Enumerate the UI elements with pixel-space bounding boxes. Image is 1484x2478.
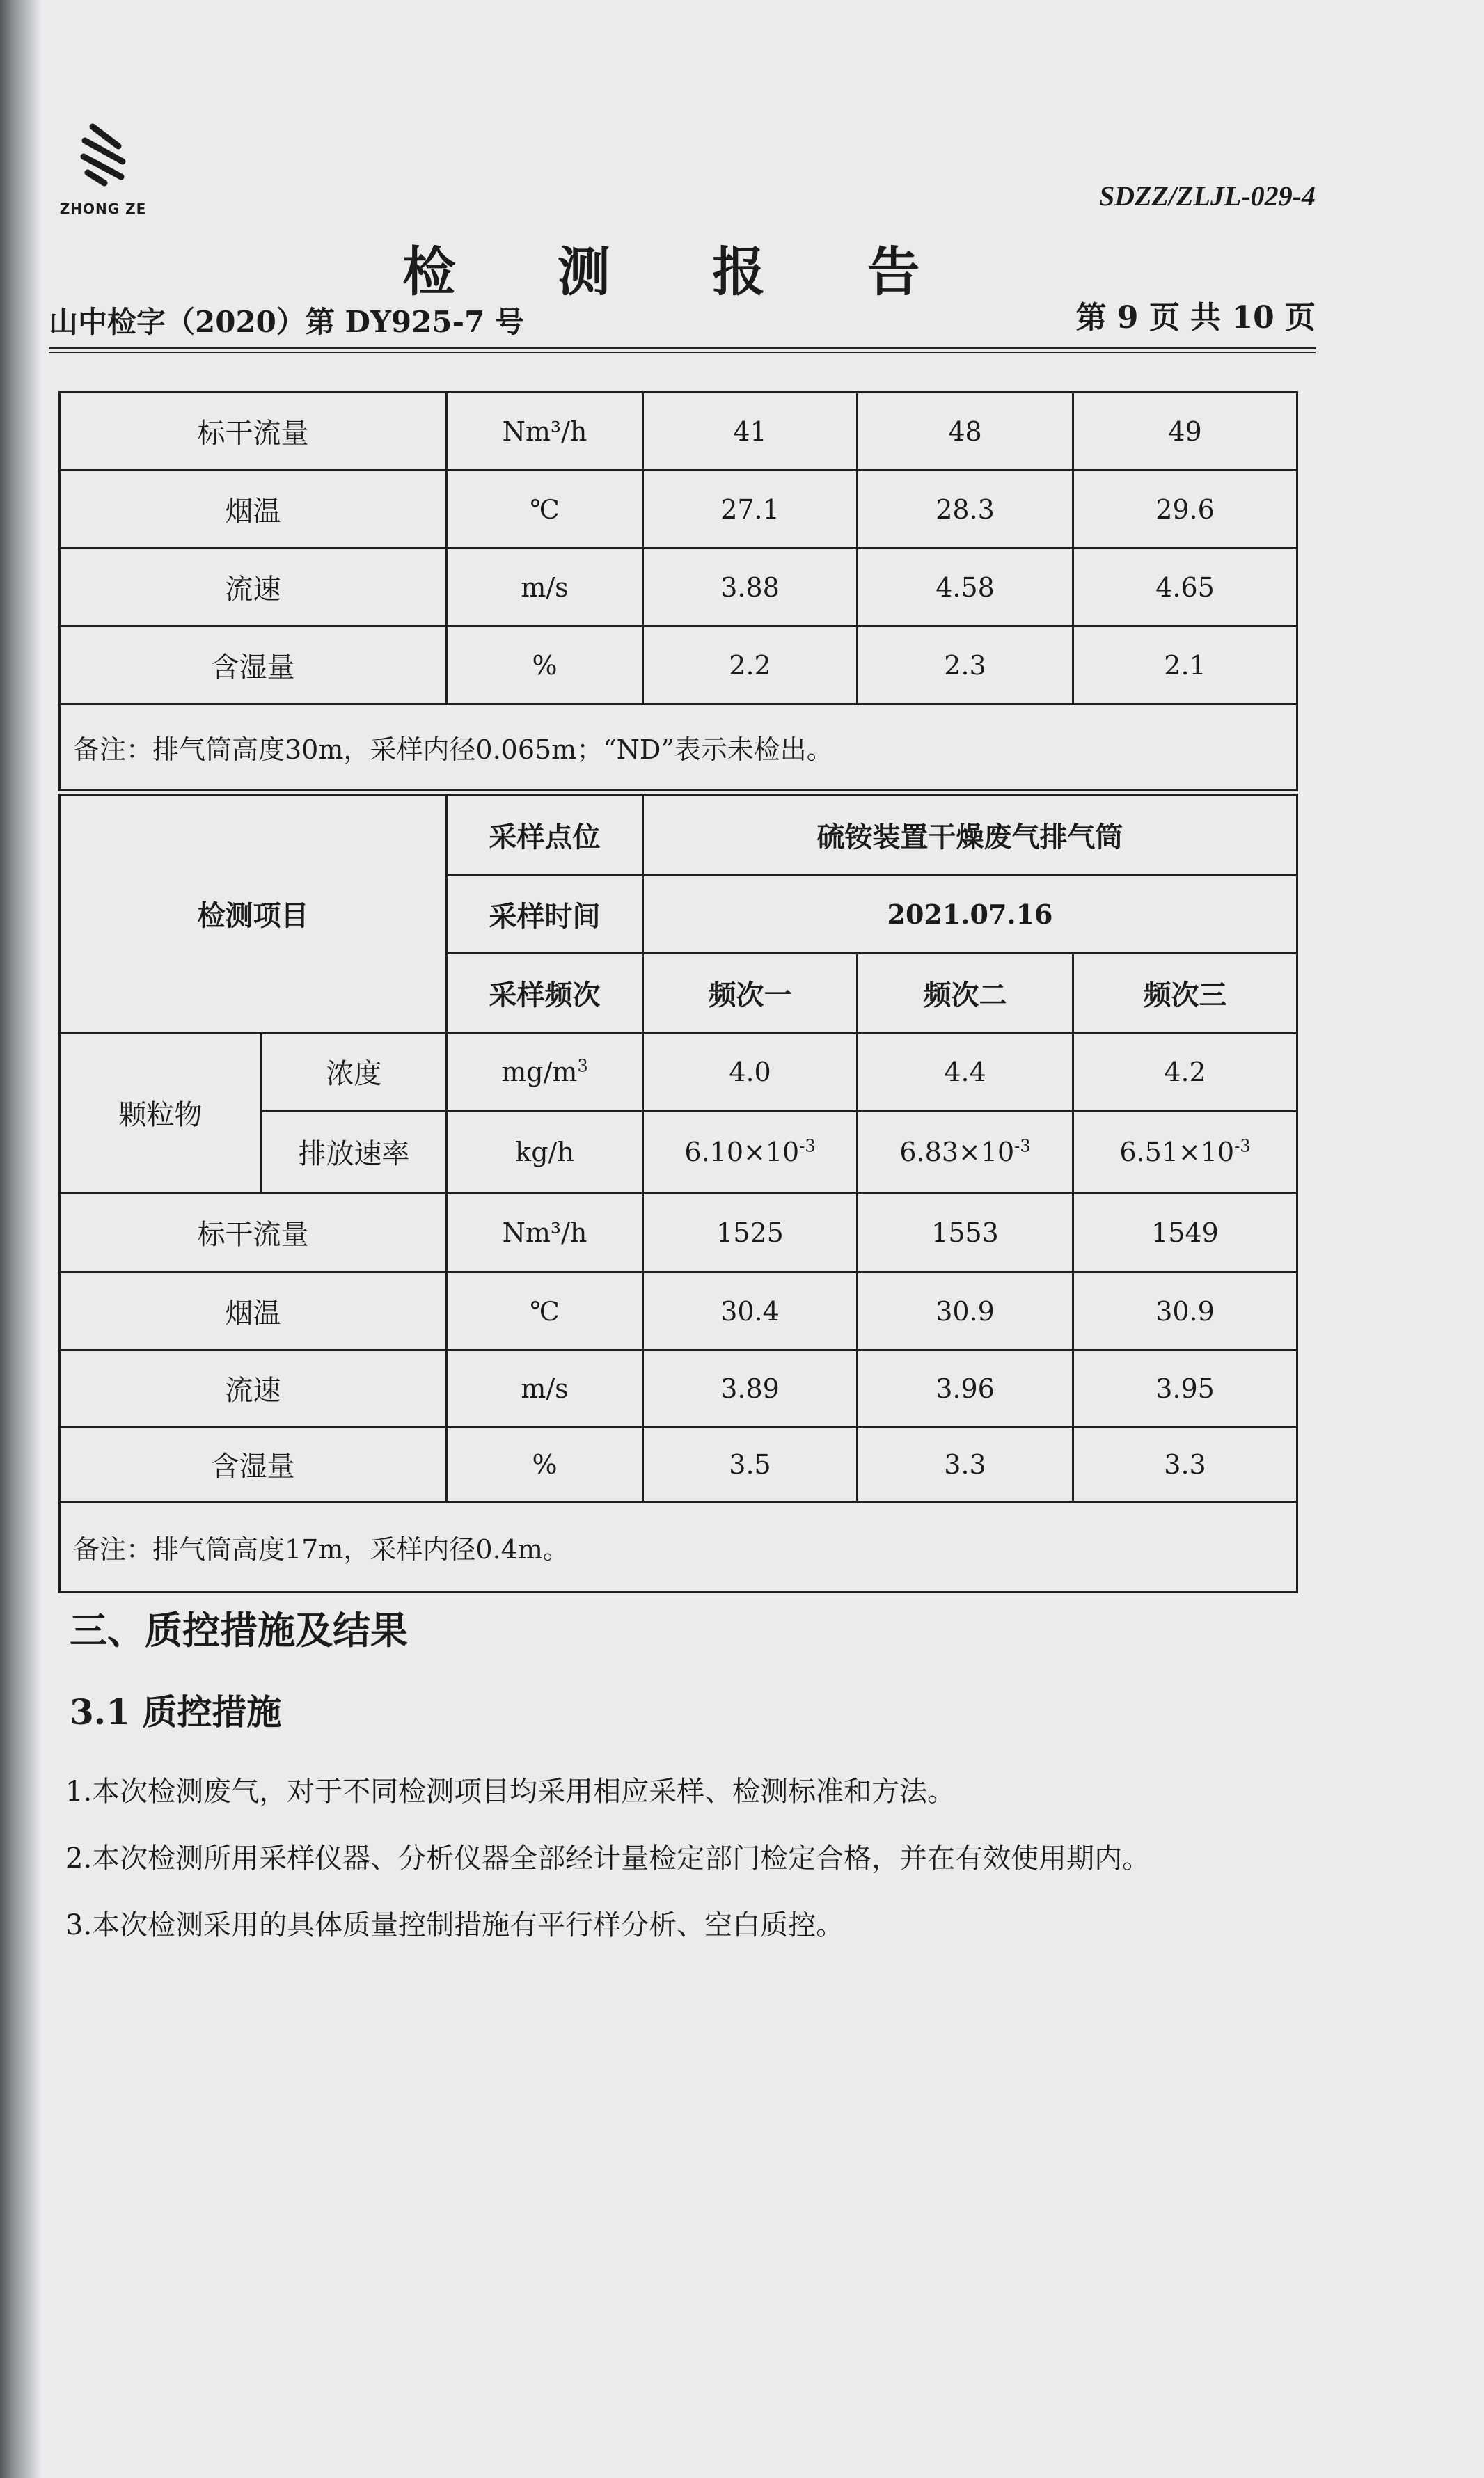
row-label: 含湿量 bbox=[60, 626, 447, 704]
sampling-time-value: 2021.07.16 bbox=[643, 876, 1297, 954]
value-exponent: -3 bbox=[1234, 1135, 1251, 1155]
value-cell: 1549 bbox=[1073, 1193, 1297, 1272]
emission-rate-label: 排放速率 bbox=[262, 1111, 447, 1193]
report-number: 山中检字（2020）第 DY925-7 号 bbox=[49, 305, 524, 339]
value-mantissa: 6.51×10 bbox=[1119, 1136, 1235, 1167]
row-unit: Nm³/h bbox=[447, 1193, 643, 1272]
value-cell: 3.88 bbox=[643, 549, 858, 626]
value-cell: 4.0 bbox=[643, 1033, 858, 1111]
table-note: 备注：排气筒高度17m，采样内径0.4m。 bbox=[60, 1502, 1297, 1593]
qc-item: 1.本次检测废气，对于不同检测项目均采用相应采样、检测标准和方法。 bbox=[65, 1776, 956, 1808]
frequency-label: 采样频次 bbox=[447, 954, 643, 1033]
value-mantissa: 6.83×10 bbox=[899, 1136, 1015, 1167]
value-cell: 2.2 bbox=[643, 626, 858, 704]
value-cell: 49 bbox=[1073, 393, 1297, 471]
frequency-header: 频次三 bbox=[1073, 954, 1297, 1033]
section-heading: 三、质控措施及结果 bbox=[70, 1608, 408, 1652]
company-logo bbox=[54, 118, 152, 244]
table-row bbox=[60, 1350, 1297, 1427]
table-row bbox=[60, 1033, 1297, 1111]
header-rule bbox=[49, 347, 1316, 349]
table-row bbox=[60, 1272, 1297, 1350]
value-cell: 48 bbox=[858, 393, 1073, 471]
row-label: 流速 bbox=[60, 1350, 447, 1427]
table-row bbox=[60, 1193, 1297, 1272]
results-table bbox=[58, 794, 1298, 1593]
value-cell: 3.3 bbox=[858, 1427, 1073, 1502]
zhongze-logo-icon bbox=[68, 118, 138, 188]
table-row bbox=[60, 795, 1297, 876]
row-unit: % bbox=[447, 1427, 643, 1502]
emission-rate-unit: kg/h bbox=[447, 1111, 643, 1193]
page-edge-shadow bbox=[0, 0, 42, 2478]
row-label: 流速 bbox=[60, 549, 447, 626]
row-unit: ℃ bbox=[447, 1272, 643, 1350]
value-cell: 4.58 bbox=[858, 549, 1073, 626]
value-cell: 1525 bbox=[643, 1193, 858, 1272]
qc-item: 3.本次检测采用的具体质量控制措施有平行样分析、空白质控。 bbox=[65, 1909, 844, 1941]
sampling-point-value: 硫铵装置干燥废气排气筒 bbox=[643, 795, 1297, 876]
subsection-heading: 3.1 质控措施 bbox=[70, 1691, 282, 1733]
frequency-header: 频次二 bbox=[858, 954, 1073, 1033]
value-cell: 4.2 bbox=[1073, 1033, 1297, 1111]
value-exponent: -3 bbox=[1014, 1135, 1031, 1155]
value-cell: 3.3 bbox=[1073, 1427, 1297, 1502]
concentration-unit bbox=[447, 1033, 643, 1111]
table-row bbox=[60, 1427, 1297, 1502]
value-cell: 27.1 bbox=[643, 471, 858, 549]
value-cell: 28.3 bbox=[858, 471, 1073, 549]
header-rule-thin bbox=[49, 352, 1316, 353]
value-cell: 4.65 bbox=[1073, 549, 1297, 626]
value-cell: 4.4 bbox=[858, 1033, 1073, 1111]
row-unit: ℃ bbox=[447, 471, 643, 549]
unit-base: mg/m bbox=[501, 1056, 578, 1087]
table-row bbox=[60, 549, 1297, 626]
row-label: 标干流量 bbox=[60, 1193, 447, 1272]
sampling-point-label: 采样点位 bbox=[447, 795, 643, 876]
page-number: 第 9 页 共 10 页 bbox=[1075, 300, 1316, 336]
particulate-label: 颗粒物 bbox=[60, 1033, 262, 1193]
document-title: 检 测 报 告 bbox=[402, 241, 962, 303]
row-label: 含湿量 bbox=[60, 1427, 447, 1502]
table-note-row bbox=[60, 704, 1297, 791]
frequency-header: 频次一 bbox=[643, 954, 858, 1033]
value-cell: 1553 bbox=[858, 1193, 1073, 1272]
row-label: 烟温 bbox=[60, 1272, 447, 1350]
value-cell: 2.3 bbox=[858, 626, 1073, 704]
value-cell: 3.95 bbox=[1073, 1350, 1297, 1427]
value-mantissa: 6.10×10 bbox=[684, 1136, 800, 1167]
qc-item: 2.本次检测所用采样仪器、分析仪器全部经计量检定部门检定合格，并在有效使用期内。 bbox=[65, 1842, 1151, 1875]
value-cell bbox=[643, 1111, 858, 1193]
value-cell: 3.89 bbox=[643, 1350, 858, 1427]
value-cell: 29.6 bbox=[1073, 471, 1297, 549]
value-cell: 30.9 bbox=[1073, 1272, 1297, 1350]
row-unit: m/s bbox=[447, 1350, 643, 1427]
table-row bbox=[60, 393, 1297, 471]
row-unit: Nm³/h bbox=[447, 393, 643, 471]
table-note: 备注：排气筒高度30m，采样内径0.065m；“ND”表示未检出。 bbox=[60, 704, 1297, 791]
table-row bbox=[60, 471, 1297, 549]
value-exponent: -3 bbox=[799, 1135, 816, 1155]
results-table-continued bbox=[58, 391, 1298, 791]
row-label: 标干流量 bbox=[60, 393, 447, 471]
value-cell: 30.9 bbox=[858, 1272, 1073, 1350]
table-note-row bbox=[60, 1502, 1297, 1593]
value-cell bbox=[858, 1111, 1073, 1193]
concentration-label: 浓度 bbox=[262, 1033, 447, 1111]
value-cell bbox=[1073, 1111, 1297, 1193]
document-code: SDZZ/ZLJL-029-4 bbox=[1098, 180, 1316, 212]
value-cell: 41 bbox=[643, 393, 858, 471]
row-label: 烟温 bbox=[60, 471, 447, 549]
value-cell: 3.96 bbox=[858, 1350, 1073, 1427]
unit-exponent: 3 bbox=[577, 1055, 588, 1075]
sampling-time-label: 采样时间 bbox=[447, 876, 643, 954]
value-cell: 3.5 bbox=[643, 1427, 858, 1502]
row-unit: m/s bbox=[447, 549, 643, 626]
table-row bbox=[60, 626, 1297, 704]
item-header: 检测项目 bbox=[60, 795, 447, 1033]
value-cell: 2.1 bbox=[1073, 626, 1297, 704]
value-cell: 30.4 bbox=[643, 1272, 858, 1350]
report-page bbox=[49, 90, 1316, 2443]
row-unit: % bbox=[447, 626, 643, 704]
logo-text: ZHONG ZE bbox=[59, 200, 147, 217]
